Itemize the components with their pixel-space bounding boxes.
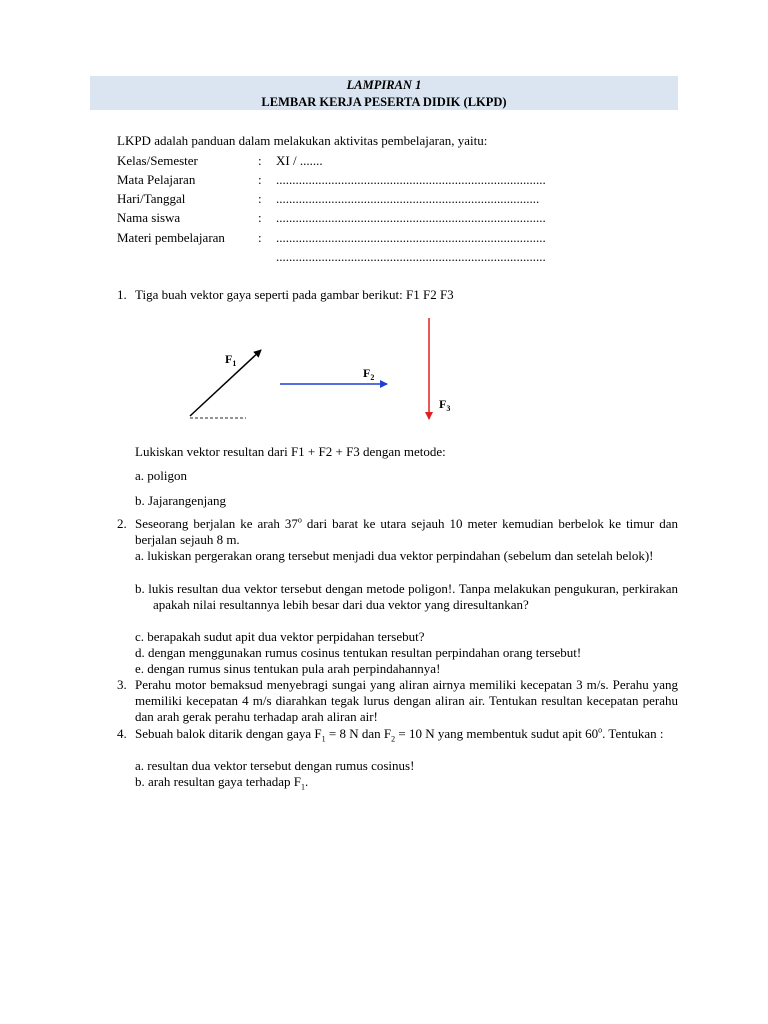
q3-text: Perahu motor bemaksud menyebragi sungai yang aliran airnya memiliki kecepatan 3 m/s. Perahu yang memiliki kecepatan 4 m/s diarahkan tegak lurus dengan aliran air. Tentukan resultan kecepatan perahu dan arah gerak perahu terhadap arah aliran air! — [135, 677, 678, 725]
q1-text: Tiga buah vektor gaya seperti pada gambar berikut: F1 F2 F3 — [135, 287, 454, 302]
q2-option-d: d. dengan menggunakan rumus cosinus tentukan resultan perpindahan orang tersebut! — [135, 645, 582, 660]
q1-option-a: a. poligon — [135, 468, 187, 483]
appendix-title: LAMPIRAN 1 — [346, 78, 422, 92]
field-label-hari: Hari/Tanggal — [117, 191, 186, 206]
q1-instruction: Lukiskan vektor resultan dari F1 + F2 + F3 dengan metode: — [135, 444, 446, 459]
field-colon: : — [258, 210, 262, 225]
field-label-nama: Nama siswa — [117, 210, 181, 225]
field-label-materi: Materi pembelajaran — [117, 230, 225, 245]
field-value-kelas: XI / ....... — [276, 153, 323, 168]
f1-label: $F_1$ — [225, 352, 237, 368]
q1-option-b: b. Jajarangenjang — [135, 493, 226, 508]
q2-option-e: e. dengan rumus sinus tentukan pula arah perpindahannya! — [135, 661, 441, 676]
field-value-materi-line2: ................................................................................... — [276, 249, 546, 264]
field-colon: : — [258, 230, 262, 245]
field-colon: : — [258, 153, 262, 168]
q2-option-b: b. lukis resultan dua vektor tersebut dengan metode poligon!. Tanpa melakukan pengukuran, perkirakan apakah nilai resultannya lebih besar dari dua vektor yang diresultankan? — [135, 581, 678, 613]
q3-number: 3. — [117, 677, 127, 692]
q2-option-c: c. berapakah sudut apit dua vektor perpidahan tersebut? — [135, 629, 425, 644]
worksheet-title: LEMBAR KERJA PESERTA DIDIK (LKPD) — [261, 95, 507, 109]
field-value-hari: ................................................................................. — [276, 191, 540, 206]
field-colon: : — [258, 191, 262, 206]
q1-number: 1. — [117, 287, 127, 302]
field-value-mapel: ................................................................................... — [276, 172, 546, 187]
f2-label: $F_2$ — [363, 366, 375, 382]
q4-number: 4. — [117, 726, 127, 741]
q2-option-a: a. lukiskan pergerakan orang tersebut menjadi dua vektor perpindahan (sebelum dan setelah belok)! — [135, 548, 654, 563]
q4-text: Sebuah balok ditarik dengan gaya $F_1 = 8$ N dan $F_2 = 10$ N yang membentuk sudut apit 60$^o$. Tentukan : — [135, 725, 664, 744]
q2-text: Seseorang berjalan ke arah 37$^o$ dari barat ke utara sejauh 10 meter kemudian berbelok ke timur dan berjalan sejauh 8 m. — [135, 515, 678, 548]
field-value-nama: ................................................................................... — [276, 210, 546, 225]
field-value-materi: ................................................................................... — [276, 230, 546, 245]
q4-option-b: b. arah resultan gaya terhadap $F_1$. — [135, 774, 309, 792]
q2-number: 2. — [117, 516, 127, 531]
intro-text: LKPD adalah panduan dalam melakukan aktivitas pembelajaran, yaitu: — [117, 133, 488, 148]
field-label-mapel: Mata Pelajaran — [117, 172, 196, 187]
field-label-kelas: Kelas/Semester — [117, 153, 198, 168]
f3-label: $F_3$ — [439, 397, 451, 413]
vector-figure — [170, 312, 470, 427]
field-colon: : — [258, 172, 262, 187]
q4-option-a: a. resultan dua vektor tersebut dengan rumus cosinus! — [135, 758, 415, 773]
